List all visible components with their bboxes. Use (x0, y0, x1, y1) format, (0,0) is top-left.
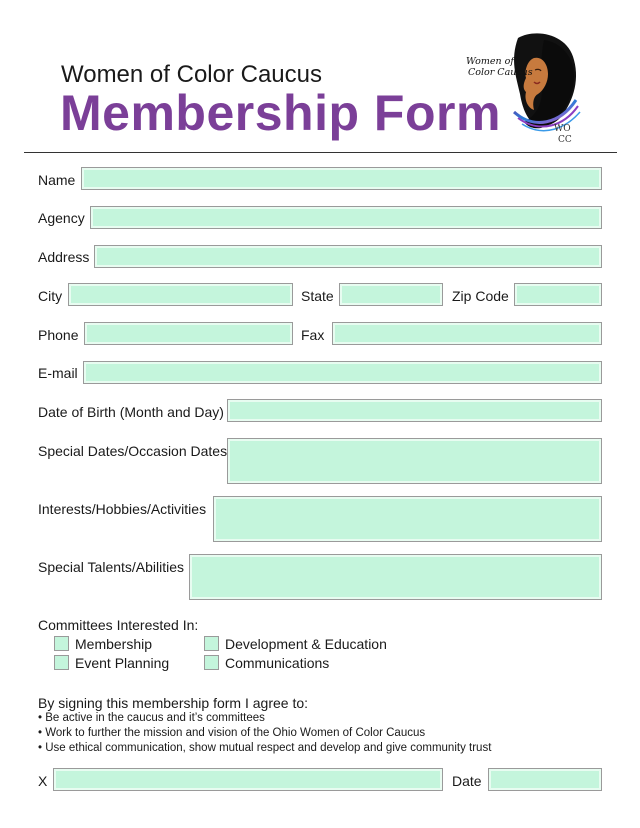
logo-text-cc: CC (558, 135, 572, 145)
address-label: Address (38, 249, 90, 265)
membership-checkbox[interactable] (54, 636, 69, 651)
agreement-intro: By signing this membership form I agree to: (38, 695, 309, 711)
state-field[interactable] (339, 283, 443, 306)
name-label: Name (38, 172, 76, 188)
header-divider (24, 152, 617, 153)
zip-field[interactable] (514, 283, 602, 306)
special-dates-label: Special Dates/Occasion Dates (38, 443, 228, 459)
event-planning-label: Event Planning (75, 655, 170, 671)
state-label: State (301, 288, 334, 304)
agency-label: Agency (38, 210, 85, 226)
date-label: Date (452, 773, 482, 789)
name-field[interactable] (81, 167, 602, 190)
zip-label: Zip Code (452, 288, 509, 304)
logo-text-top: Women of (466, 56, 514, 67)
caucus-logo (456, 20, 582, 146)
event-planning-checkbox[interactable] (54, 655, 69, 670)
logo-text-mid: Color Caucus (468, 67, 533, 78)
city-field[interactable] (68, 283, 293, 306)
fax-label: Fax (301, 327, 325, 343)
communications-checkbox[interactable] (204, 655, 219, 670)
talents-label: Special Talents/Abilities (38, 559, 185, 575)
address-field[interactable] (94, 245, 602, 268)
agreement-bullet: • Be active in the caucus and it’s committees (38, 712, 265, 724)
logo-text-wo: WO (554, 124, 571, 134)
phone-label: Phone (38, 327, 79, 343)
fax-field[interactable] (332, 322, 602, 345)
page-title: Membership Form (60, 85, 501, 141)
signature-field[interactable] (53, 768, 443, 791)
development-education-checkbox[interactable] (204, 636, 219, 651)
agency-field[interactable] (90, 206, 602, 229)
email-field[interactable] (83, 361, 602, 384)
talents-field[interactable] (189, 554, 602, 600)
special-dates-field[interactable] (227, 438, 602, 484)
agreement-bullet: • Work to further the mission and vision of the Ohio Women of Color Caucus (38, 727, 426, 739)
committees-heading: Committees Interested In: (38, 617, 199, 633)
interests-label: Interests/Hobbies/Activities (38, 501, 207, 517)
form-subtitle: Women of Color Caucus (61, 61, 322, 88)
date-field[interactable] (488, 768, 602, 791)
dob-label: Date of Birth (Month and Day) (38, 404, 224, 420)
development-education-label: Development & Education (225, 636, 387, 652)
interests-field[interactable] (213, 496, 602, 542)
signature-x-label: X (38, 773, 48, 789)
phone-field[interactable] (84, 322, 293, 345)
membership-label: Membership (75, 636, 153, 652)
email-label: E-mail (38, 365, 78, 381)
dob-field[interactable] (227, 399, 602, 422)
city-label: City (38, 288, 63, 304)
communications-label: Communications (225, 655, 330, 671)
agreement-bullet: • Use ethical communication, show mutual respect and develop and give community trust (38, 742, 492, 754)
